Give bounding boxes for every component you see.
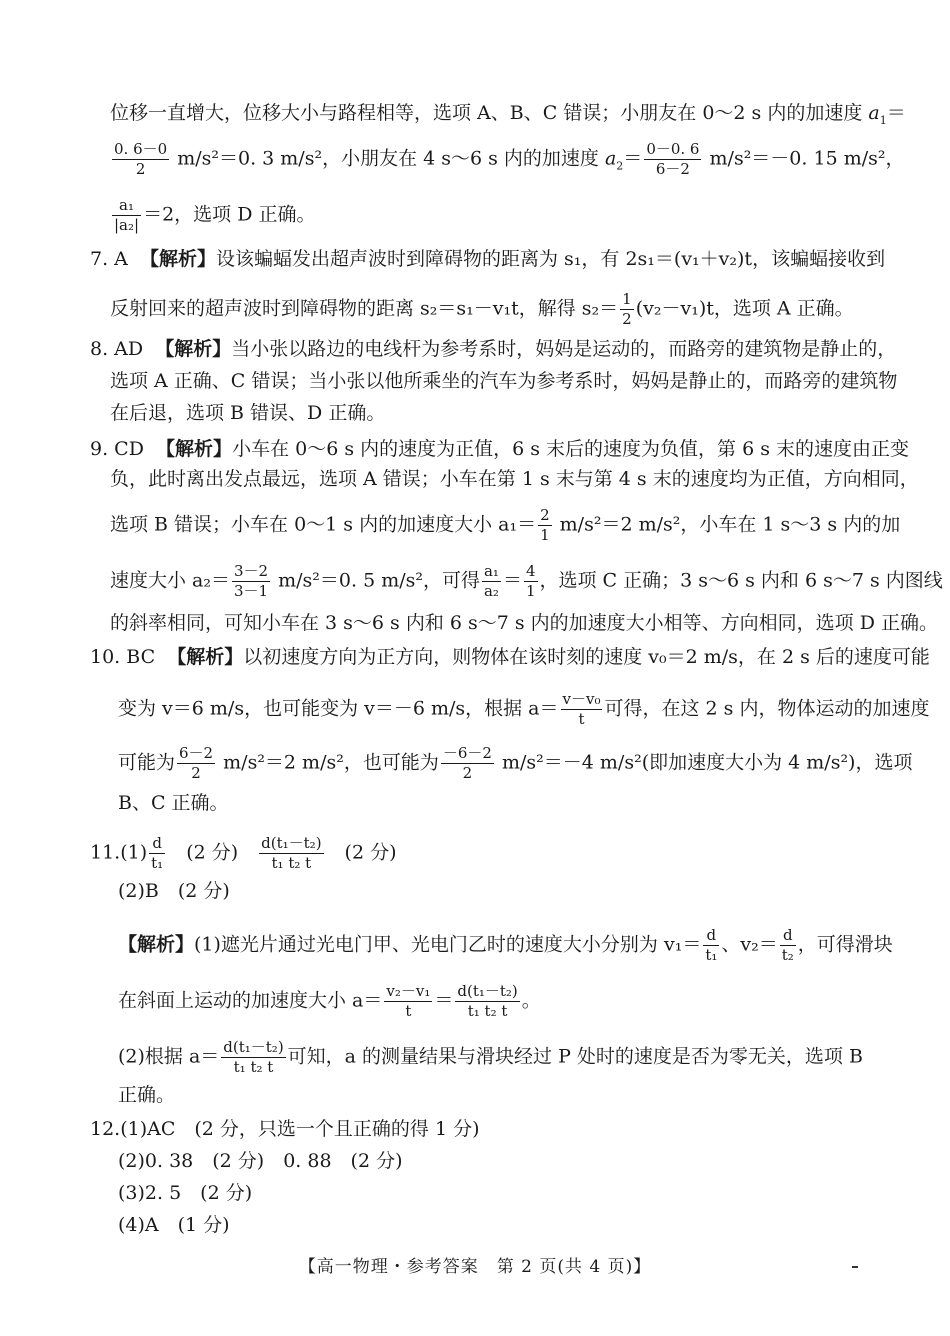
text: 选项 A 正确、C 错误；当小张以他所乘坐的汽车为参考系时，妈妈是静止的，而路旁的建筑物 (110, 370, 898, 392)
text: 变为 v＝6 m/s，也可能变为 v＝－6 m/s，根据 a＝ (118, 697, 559, 720)
sol7-line-1 (0, 250, 950, 269)
text: ，可得滑块 (797, 933, 893, 956)
fraction: $\frac{\text{v－v₀}}{t}$ (562, 690, 601, 728)
fraction: $\frac{0. 6-0}{2}$ (114, 140, 168, 178)
text: (3)2. 5 (2 分) (118, 1182, 253, 1204)
fraction: $\frac{d}{\text{t₁}}$ (705, 926, 718, 964)
fraction: $\frac{-6-2}{2}$ (442, 744, 492, 782)
fraction: $\frac{\text{a₁}}{\text{a₂}}$ (483, 562, 499, 600)
text: (1)AC (2 分，只选一个且正确的得 1 分) (120, 1118, 480, 1140)
fraction: $\frac{\text{d(t₁－t₂)}}{\text{t₁ t₂ t}}$ (457, 982, 518, 1020)
fraction: $\frac{\text{v₂－v₁}}{t}$ (386, 982, 431, 1020)
var: a (868, 102, 880, 124)
analysis-tag: 【解析】 (139, 248, 216, 270)
sol6-line-2: $\frac{0. 6-0}{2}$ m/s²＝0. 3 m/s²，小朋友在 4 s～6 s 内的加速度 $a_2=$ $\frac{0-0. 6}{6-2}$ m/s²＝－0. 15 m/s²， (114, 140, 905, 178)
sol8-line-1 (0, 340, 950, 359)
text: 设该蝙蝠发出超声波时到障碍物的距离为 s₁，有 2s₁＝(v₁＋v₂)t，该蝙蝠接收到 (216, 248, 886, 270)
fraction: $\frac{\text{d(t₁－t₂)}}{\text{t₁ t₂ t}}$ (223, 1038, 284, 1076)
text: m/s²＝2 m/s²，也可能为 (217, 751, 439, 774)
text: m/s²＝－4 m/s²(即加速度大小为 4 m/s²)，选项 (495, 751, 913, 774)
question-number: 10. BC (90, 646, 156, 668)
sol10-line-1 (0, 648, 950, 667)
text: 正确。 (118, 1084, 176, 1106)
text: ，选项 C 正确；3 s～6 s 内和 6 s～7 s 内图线 (539, 569, 943, 592)
text: 可得，在这 2 s 内，物体运动的加速度 (604, 697, 930, 720)
text: m/s²＝0. 5 m/s²，可得 (272, 569, 480, 592)
analysis-tag: 【解析】 (167, 646, 244, 668)
fraction: $\frac{\text{a₁}}{\text{|a₂|}}$ (114, 196, 140, 234)
sol7-line-2 (0, 292, 950, 327)
sol9-line-1 (0, 440, 950, 459)
text: B、C 正确。 (118, 792, 229, 814)
sol11-line-4 (0, 984, 950, 1019)
sol9-line-5 (0, 614, 950, 633)
text: 以初速度方向为正方向，则物体在该时刻的速度 v₀＝2 m/s，在 2 s 后的速度可能 (243, 646, 930, 668)
text: 负，此时离出发点最远，选项 A 错误；小车在第 1 s 末与第 4 s 末的速度均为正值，方向相同， (110, 468, 919, 490)
sol11-line-6 (0, 1086, 950, 1105)
sol12-line-3 (0, 1184, 950, 1203)
sol8-line-3 (0, 404, 950, 423)
text: 位移一直增大，位移大小与路程相等，选项 A、B、C 错误；小朋友在 0～2 s 内的加速度 (110, 102, 869, 124)
sol11-line-2 (0, 882, 950, 901)
sol9-line-3 (0, 508, 950, 543)
text: (v₂－v₁)t，选项 A 正确。 (635, 297, 854, 320)
fraction: $\frac{0-0. 6}{6-2}$ (646, 140, 700, 178)
text: 的斜率相同，可知小车在 3 s～6 s 内和 6 s～7 s 内的加速度大小相等、方向相同，选项 D 正确。 (110, 612, 938, 634)
sol11-line-1 (0, 836, 950, 871)
fraction: $\frac{1}{2}$ (622, 290, 632, 328)
text: (2)根据 a＝ (118, 1045, 220, 1068)
text: 小车在 0～6 s 内的速度为正值，6 s 末后的速度为负值，第 6 s 末的速度由正变 (232, 438, 909, 460)
analysis-tag: 【解析】 (118, 933, 195, 956)
question-number: 8. AD (90, 338, 144, 360)
text: ＝ (434, 989, 454, 1012)
text: 可能为 (118, 751, 176, 774)
sol10-line-2 (0, 692, 950, 727)
text: 当小张以路边的电线杆为参考系时，妈妈是运动的，而路旁的建筑物是静止的， (231, 338, 897, 360)
text: (1) (120, 841, 148, 864)
text: (2 分) (325, 841, 397, 864)
text: ＝ (502, 569, 522, 592)
text: m/s²＝2 m/s²，小车在 1 s～3 s 内的加 (553, 513, 901, 536)
sol9-line-4 (0, 564, 950, 599)
sol10-line-3 (0, 746, 950, 781)
fraction: $\frac{\text{d(t₁－t₂)}}{\text{t₁ t₂ t}}$ (261, 834, 322, 872)
sol11-line-5 (0, 1040, 950, 1075)
text: ＝2，选项 D 正确。 (143, 203, 316, 226)
analysis-tag: 【解析】 (156, 438, 233, 460)
text: 速度大小 a₂＝ (110, 569, 230, 592)
text: ＝ (623, 147, 643, 170)
question-number: 9. CD (90, 438, 144, 460)
text: 、v₂＝ (721, 933, 778, 956)
text: (2 分) (167, 841, 258, 864)
text: 选项 B 错误；小车在 0～1 s 内的加速度大小 a₁＝ (110, 513, 537, 536)
text: 可知，a 的测量结果与滑块经过 P 处时的速度是否为零无关，选项 B (287, 1045, 863, 1068)
fraction: $\frac{3-2}{3-1}$ (233, 562, 269, 600)
sol10-line-4 (0, 794, 950, 813)
text: 在斜面上运动的加速度大小 a＝ (118, 989, 383, 1012)
question-number: 12. (90, 1118, 121, 1140)
sol11-line-3 (0, 928, 950, 963)
sol12-line-4 (0, 1216, 950, 1235)
text: (2)0. 38 (2 分) 0. 88 (2 分) (118, 1150, 403, 1172)
fraction: $\frac{2}{1}$ (540, 506, 550, 544)
text: m/s²＝－0. 15 m/s²， (703, 147, 905, 170)
page-footer: 【高一物理・参考答案 第 2 页(共 4 页)】 (298, 1257, 652, 1277)
sol12-line-2 (0, 1152, 950, 1171)
question-number: 7. A (90, 248, 128, 270)
sol12-line-1 (0, 1120, 950, 1139)
text: m/s²＝0. 3 m/s²，小朋友在 4 s～6 s 内的加速度 (171, 147, 605, 170)
fraction: $\frac{d}{\text{t₂}}$ (781, 926, 794, 964)
analysis-tag: 【解析】 (155, 338, 232, 360)
sol6-line-1: 位移一直增大，位移大小与路程相等，选项 A、B、C 错误；小朋友在 0～2 s 内的加速度 $a_1=$ (110, 102, 906, 127)
fraction: $\frac{d}{\text{t₁}}$ (151, 834, 164, 872)
text: 在后退，选项 B 错误、D 正确。 (110, 402, 386, 424)
sol6-line-3 (0, 198, 950, 233)
text: 反射回来的超声波时到障碍物的距离 s₂＝s₁－v₁t，解得 s₂＝ (110, 297, 619, 320)
var: a (604, 147, 617, 170)
text: 。 (521, 989, 541, 1012)
fraction: $\frac{6-2}{2}$ (179, 744, 214, 782)
sol9-line-2 (0, 470, 950, 489)
text: (1)遮光片通过光电门甲、光电门乙时的速度大小分别为 v₁＝ (194, 933, 702, 956)
sol8-line-2 (0, 372, 950, 391)
fraction: $\frac{4}{1}$ (525, 562, 536, 600)
text: (2)B (2 分) (118, 880, 230, 902)
text: ＝ (886, 102, 906, 124)
text: (4)A (1 分) (118, 1214, 230, 1236)
question-number: 11. (90, 841, 121, 864)
corner-mark (852, 1266, 858, 1268)
